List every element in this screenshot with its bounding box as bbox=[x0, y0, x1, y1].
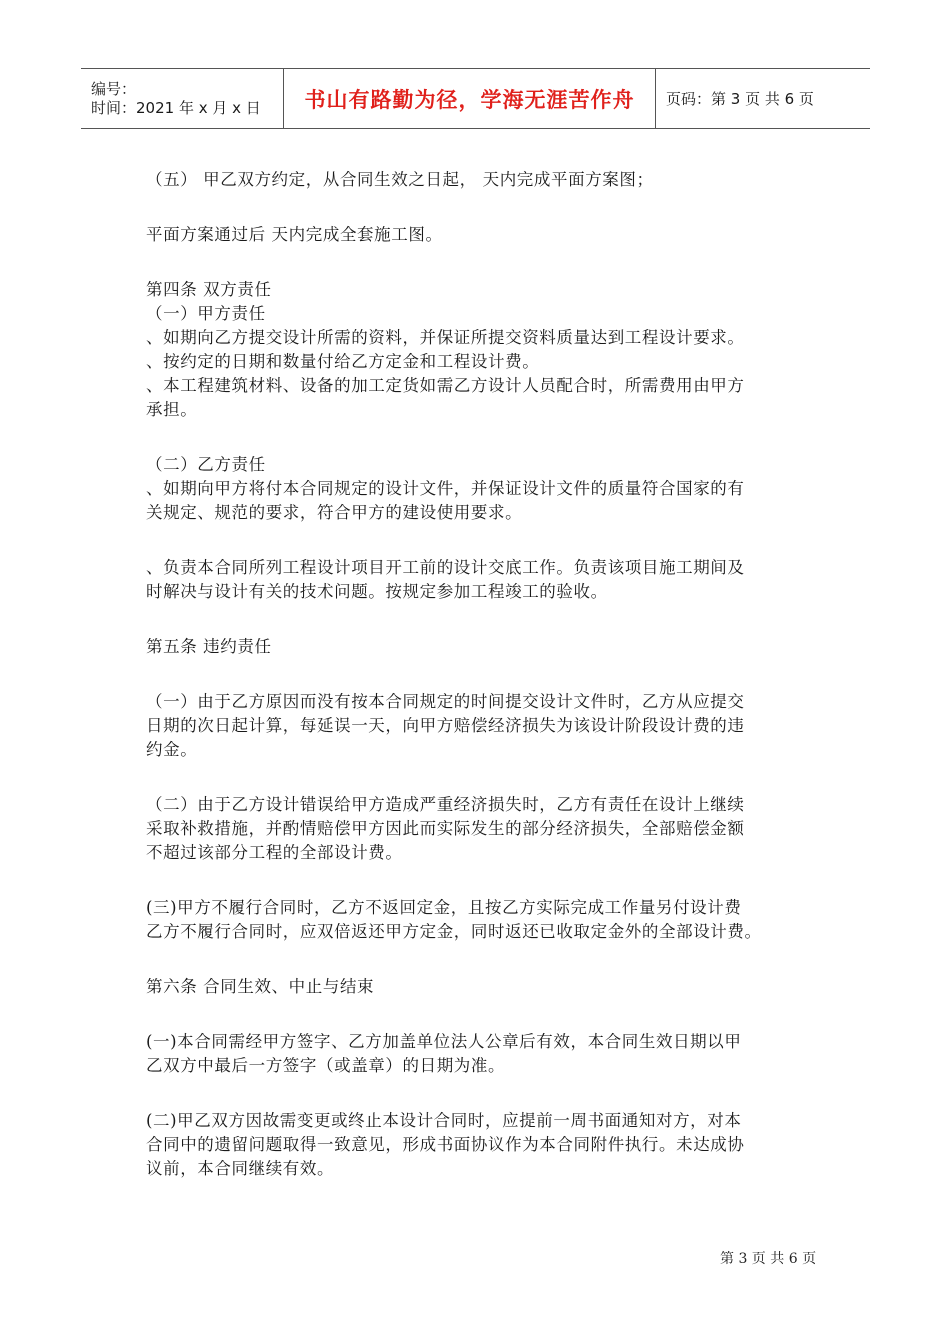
paragraph bbox=[146, 326, 814, 350]
text-line: (三)甲方不履行合同时，乙方不返回定金，且按乙方实际完成工作量另付设计费 bbox=[146, 898, 742, 917]
text-line: 、按约定的日期和数量付给乙方定金和工程设计费。 bbox=[146, 352, 540, 371]
paragraph bbox=[146, 896, 814, 944]
paragraph bbox=[146, 793, 814, 865]
paragraph bbox=[146, 453, 814, 477]
text-line: 时解决与设计有关的技术问题。按规定参加工程竣工的验收。 bbox=[146, 582, 608, 601]
header-page-code bbox=[656, 69, 870, 128]
text-line: （二）由于乙方设计错误给甲方造成严重经济损失时，乙方有责任在设计上继续 bbox=[146, 795, 745, 814]
paragraph bbox=[146, 302, 814, 326]
text-line: 合同中的遗留问题取得一致意见，形成书面协议作为本合同附件执行。未达成协 bbox=[146, 1135, 745, 1154]
paragraph bbox=[146, 168, 814, 192]
text-line: （一）由于乙方原因而没有按本合同规定的时间提交设计文件时，乙方从应提交 bbox=[146, 692, 745, 711]
text-line: 承担。 bbox=[146, 400, 198, 419]
text-line: 乙方不履行合同时，应双倍返还甲方定金，同时返还已收取定金外的全部设计费。 bbox=[146, 922, 762, 941]
text-line: 乙双方中最后一方签字（或盖章）的日期为准。 bbox=[146, 1056, 506, 1075]
paragraph bbox=[146, 350, 814, 374]
text-line: 、如期向甲方将付本合同规定的设计文件，并保证设计文件的质量符合国家的有 bbox=[146, 479, 745, 498]
text-line: 、本工程建筑材料、设备的加工定货如需乙方设计人员配合时，所需费用由甲方 bbox=[146, 376, 745, 395]
paragraph bbox=[146, 635, 814, 659]
motto-text: 书山有路勤为径，学海无涯苦作舟 bbox=[304, 87, 635, 112]
time-label: 时间：2021 年 x 月 x 日 bbox=[91, 98, 261, 117]
paragraph bbox=[146, 556, 814, 604]
page-footer: 第 3 页 共 6 页 bbox=[720, 1251, 817, 1267]
number-label: 编号： bbox=[91, 79, 137, 98]
text-line: （五） 甲乙双方约定，从合同生效之日起， 天内完成平面方案图； bbox=[146, 170, 654, 189]
paragraph bbox=[146, 1030, 814, 1078]
paragraph bbox=[146, 975, 814, 999]
page-code-text: 页码：第 3 页 共 6 页 bbox=[666, 90, 814, 108]
paragraph bbox=[146, 374, 814, 422]
text-line: 平面方案通过后 天内完成全套施工图。 bbox=[146, 225, 443, 244]
text-line: 议前，本合同继续有效。 bbox=[146, 1159, 335, 1178]
text-line: 、负责本合同所列工程设计项目开工前的设计交底工作。负责该项目施工期间及 bbox=[146, 558, 745, 577]
text-line: 第六条 合同生效、中止与结束 bbox=[146, 977, 375, 996]
paragraph bbox=[146, 223, 814, 247]
paragraph bbox=[146, 690, 814, 762]
text-line: （一）甲方责任 bbox=[146, 304, 266, 323]
text-line: 日期的次日起计算，每延误一天，向甲方赔偿经济损失为该设计阶段设计费的违 bbox=[146, 716, 745, 735]
text-line: 、如期向乙方提交设计所需的资料，并保证所提交资料质量达到工程设计要求。 bbox=[146, 328, 745, 347]
text-line: 第五条 违约责任 bbox=[146, 637, 272, 656]
paragraph bbox=[146, 1109, 814, 1181]
header-meta bbox=[81, 69, 283, 128]
paragraph bbox=[146, 278, 814, 302]
text-line: 约金。 bbox=[146, 740, 198, 759]
text-line: （二）乙方责任 bbox=[146, 455, 266, 474]
text-line: 第四条 双方责任 bbox=[146, 280, 272, 299]
text-line: 不超过该部分工程的全部设计费。 bbox=[146, 843, 403, 862]
text-line: 关规定、规范的要求，符合甲方的建设使用要求。 bbox=[146, 503, 523, 522]
text-line: 采取补救措施，并酌情赔偿甲方因此而实际发生的部分经济损失，全部赔偿金额 bbox=[146, 819, 745, 838]
header-motto-cell bbox=[283, 69, 656, 128]
text-line: (一)本合同需经甲方签字、乙方加盖单位法人公章后有效，本合同生效日期以甲 bbox=[146, 1032, 742, 1051]
text-line: (二)甲乙双方因故需变更或终止本设计合同时，应提前一周书面通知对方，对本 bbox=[146, 1111, 742, 1130]
page-header bbox=[81, 68, 870, 129]
document-body bbox=[146, 168, 814, 1181]
paragraph bbox=[146, 477, 814, 525]
